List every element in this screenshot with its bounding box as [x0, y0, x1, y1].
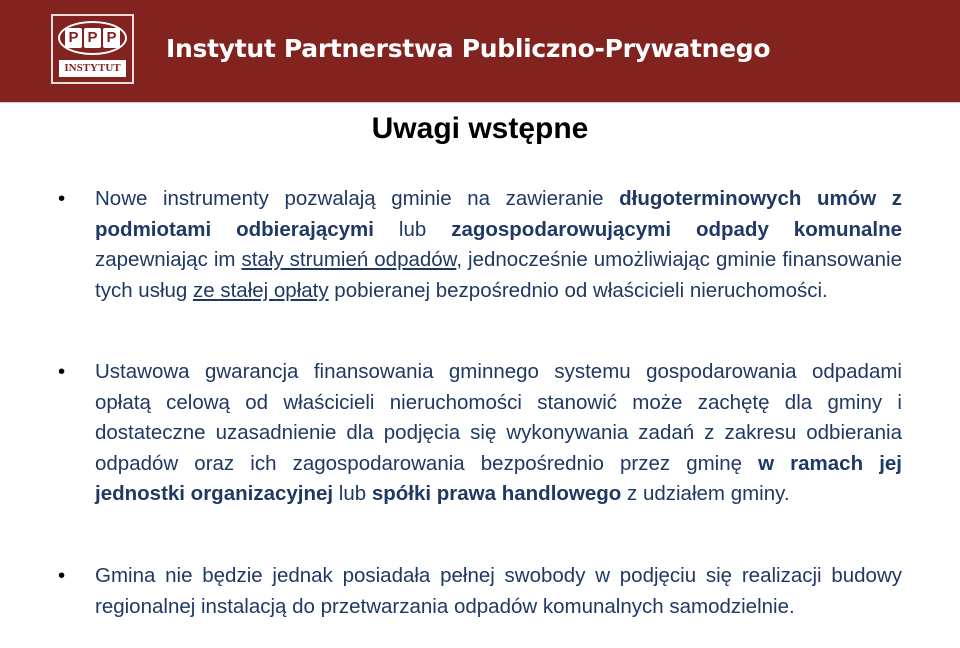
text: , jednocześnie umożliwiając gminie finansowanie tych usług: [95, 248, 903, 302]
bold-text: zagospodarowującymi odpady komunalne: [451, 217, 903, 241]
logo-letter: P: [65, 28, 82, 48]
text: z udziałem gminy.: [621, 482, 790, 505]
logo-letter: P: [103, 28, 120, 48]
logo-letter: P: [84, 28, 101, 48]
slide-title: Uwagi wstępne: [371, 112, 589, 145]
bold-text: w ramach jej jednostki organizacyjnej: [95, 451, 902, 505]
text: zapewniając im: [95, 248, 242, 271]
text: Ustawowa gwarancja finansowania gminnego systemu gospodarowania odpadami opłatą celową od właścicieli nieruchomości stanowić może zachętę dla gminy i dostateczne uzasadnienie dla podjęcia się wykonywania zadań z zakresu odbierania odpadów oraz ich zagospodarowania bezpośrednio przez gminę: [95, 360, 902, 475]
text: Nowe instrumenty pozwalają gminie na zawieranie: [95, 187, 620, 210]
bullet-item: [95, 357, 902, 510]
text: lub: [333, 482, 372, 505]
bold-text: spółki prawa handlowego: [371, 482, 622, 505]
text: Gmina nie będzie jednak posiadała pełnej swobody w podjęciu się realizacji budowy regionalnej instalacją do przetwarzania odpadów komunalnych samodzielnie.: [95, 564, 902, 618]
bullet-item: [95, 184, 902, 306]
text: lub: [373, 217, 452, 241]
header-banner: [0, 0, 960, 103]
underlined-text: ze stałej opłaty: [193, 278, 329, 302]
bold-text: długoterminowych umów z podmiotami odbierającymi: [95, 187, 902, 241]
text: pobieranej bezpośrednio od właścicieli nieruchomości.: [328, 278, 828, 302]
logo-oval: [58, 21, 127, 55]
organization-title: Instytut Partnerstwa Publiczno-Prywatnego: [166, 34, 771, 63]
logo-band: INSTYTUT: [59, 60, 126, 77]
underlined-text: stały strumień odpadów: [241, 248, 457, 271]
ppp-institute-logo: [51, 14, 134, 84]
bullet-item: [95, 561, 902, 622]
